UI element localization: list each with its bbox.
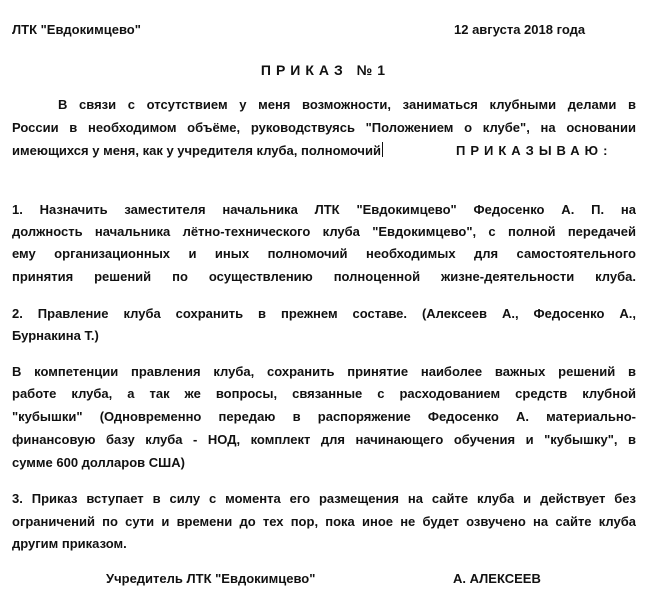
item-1-line-4: принятия решений по осуществлению полноценной жизне-деятельности клуба. — [12, 269, 636, 284]
header-org: ЛТК "Евдокимцево" — [12, 22, 141, 37]
item-2-line-1: 2. Правление клуба сохранить в прежнем составе. (Алексеев А., Федосенко А., — [12, 306, 636, 321]
intro-line-2: России в необходимом объёме, руководствуясь "Положением о клубе", на основании — [12, 120, 636, 135]
item-3-line-2: ограничений по сути и времени до тех пор, пока иное не будет озвучено на сайте клуба — [12, 514, 636, 529]
intro-line-3 — [12, 142, 384, 160]
competence-line-4: финансовую базу клуба - НОД, комплект для начинающего обучения и "кубышку", в — [12, 432, 636, 447]
item-2-line-2: Бурнакина Т.) — [12, 328, 99, 343]
item-1-line-3: ему организационных и иных полномочий необходимых для самостоятельного — [12, 246, 636, 261]
item-3-line-1: 3. Приказ вступает в силу с момента его размещения на сайте клуба и действует без — [12, 491, 636, 506]
item-1-line-1: 1. Назначить заместителя начальника ЛТК "Евдокимцево" Федосенко А. П. на — [12, 202, 636, 217]
item-3-line-3: другим приказом. — [12, 536, 127, 551]
header-date: 12 августа 2018 года — [454, 22, 586, 37]
signature-role: Учредитель ЛТК "Евдокимцево" — [106, 571, 316, 586]
competence-line-2: работе клуба, а так же вопросы, связанные с расходованием средств клубной — [12, 386, 636, 401]
prikazyvayu: ПРИКАЗЫВАЮ: — [456, 143, 613, 158]
intro-line-3-text: имеющихся у меня, как у учредителя клуба, полномочий — [12, 143, 381, 158]
document-title: ПРИКАЗ №1 — [260, 62, 391, 78]
competence-line-3: "кубышки" (Одновременно передаю в распоряжение Федосенко А. материально- — [12, 409, 636, 424]
text-cursor — [382, 142, 383, 157]
competence-line-1: В компетенции правления клуба, сохранить принятие наиболее важных решений в — [12, 364, 636, 379]
item-1-line-2: должность начальника лётно-технического клуба "Евдокимцево", с полной передачей — [12, 224, 636, 239]
competence-line-5: сумме 600 долларов США) — [12, 455, 185, 470]
intro-line-1: В связи с отсутствием у меня возможности, заниматься клубными делами в — [58, 97, 636, 112]
signature-name: А. АЛЕКСЕЕВ — [453, 571, 541, 586]
